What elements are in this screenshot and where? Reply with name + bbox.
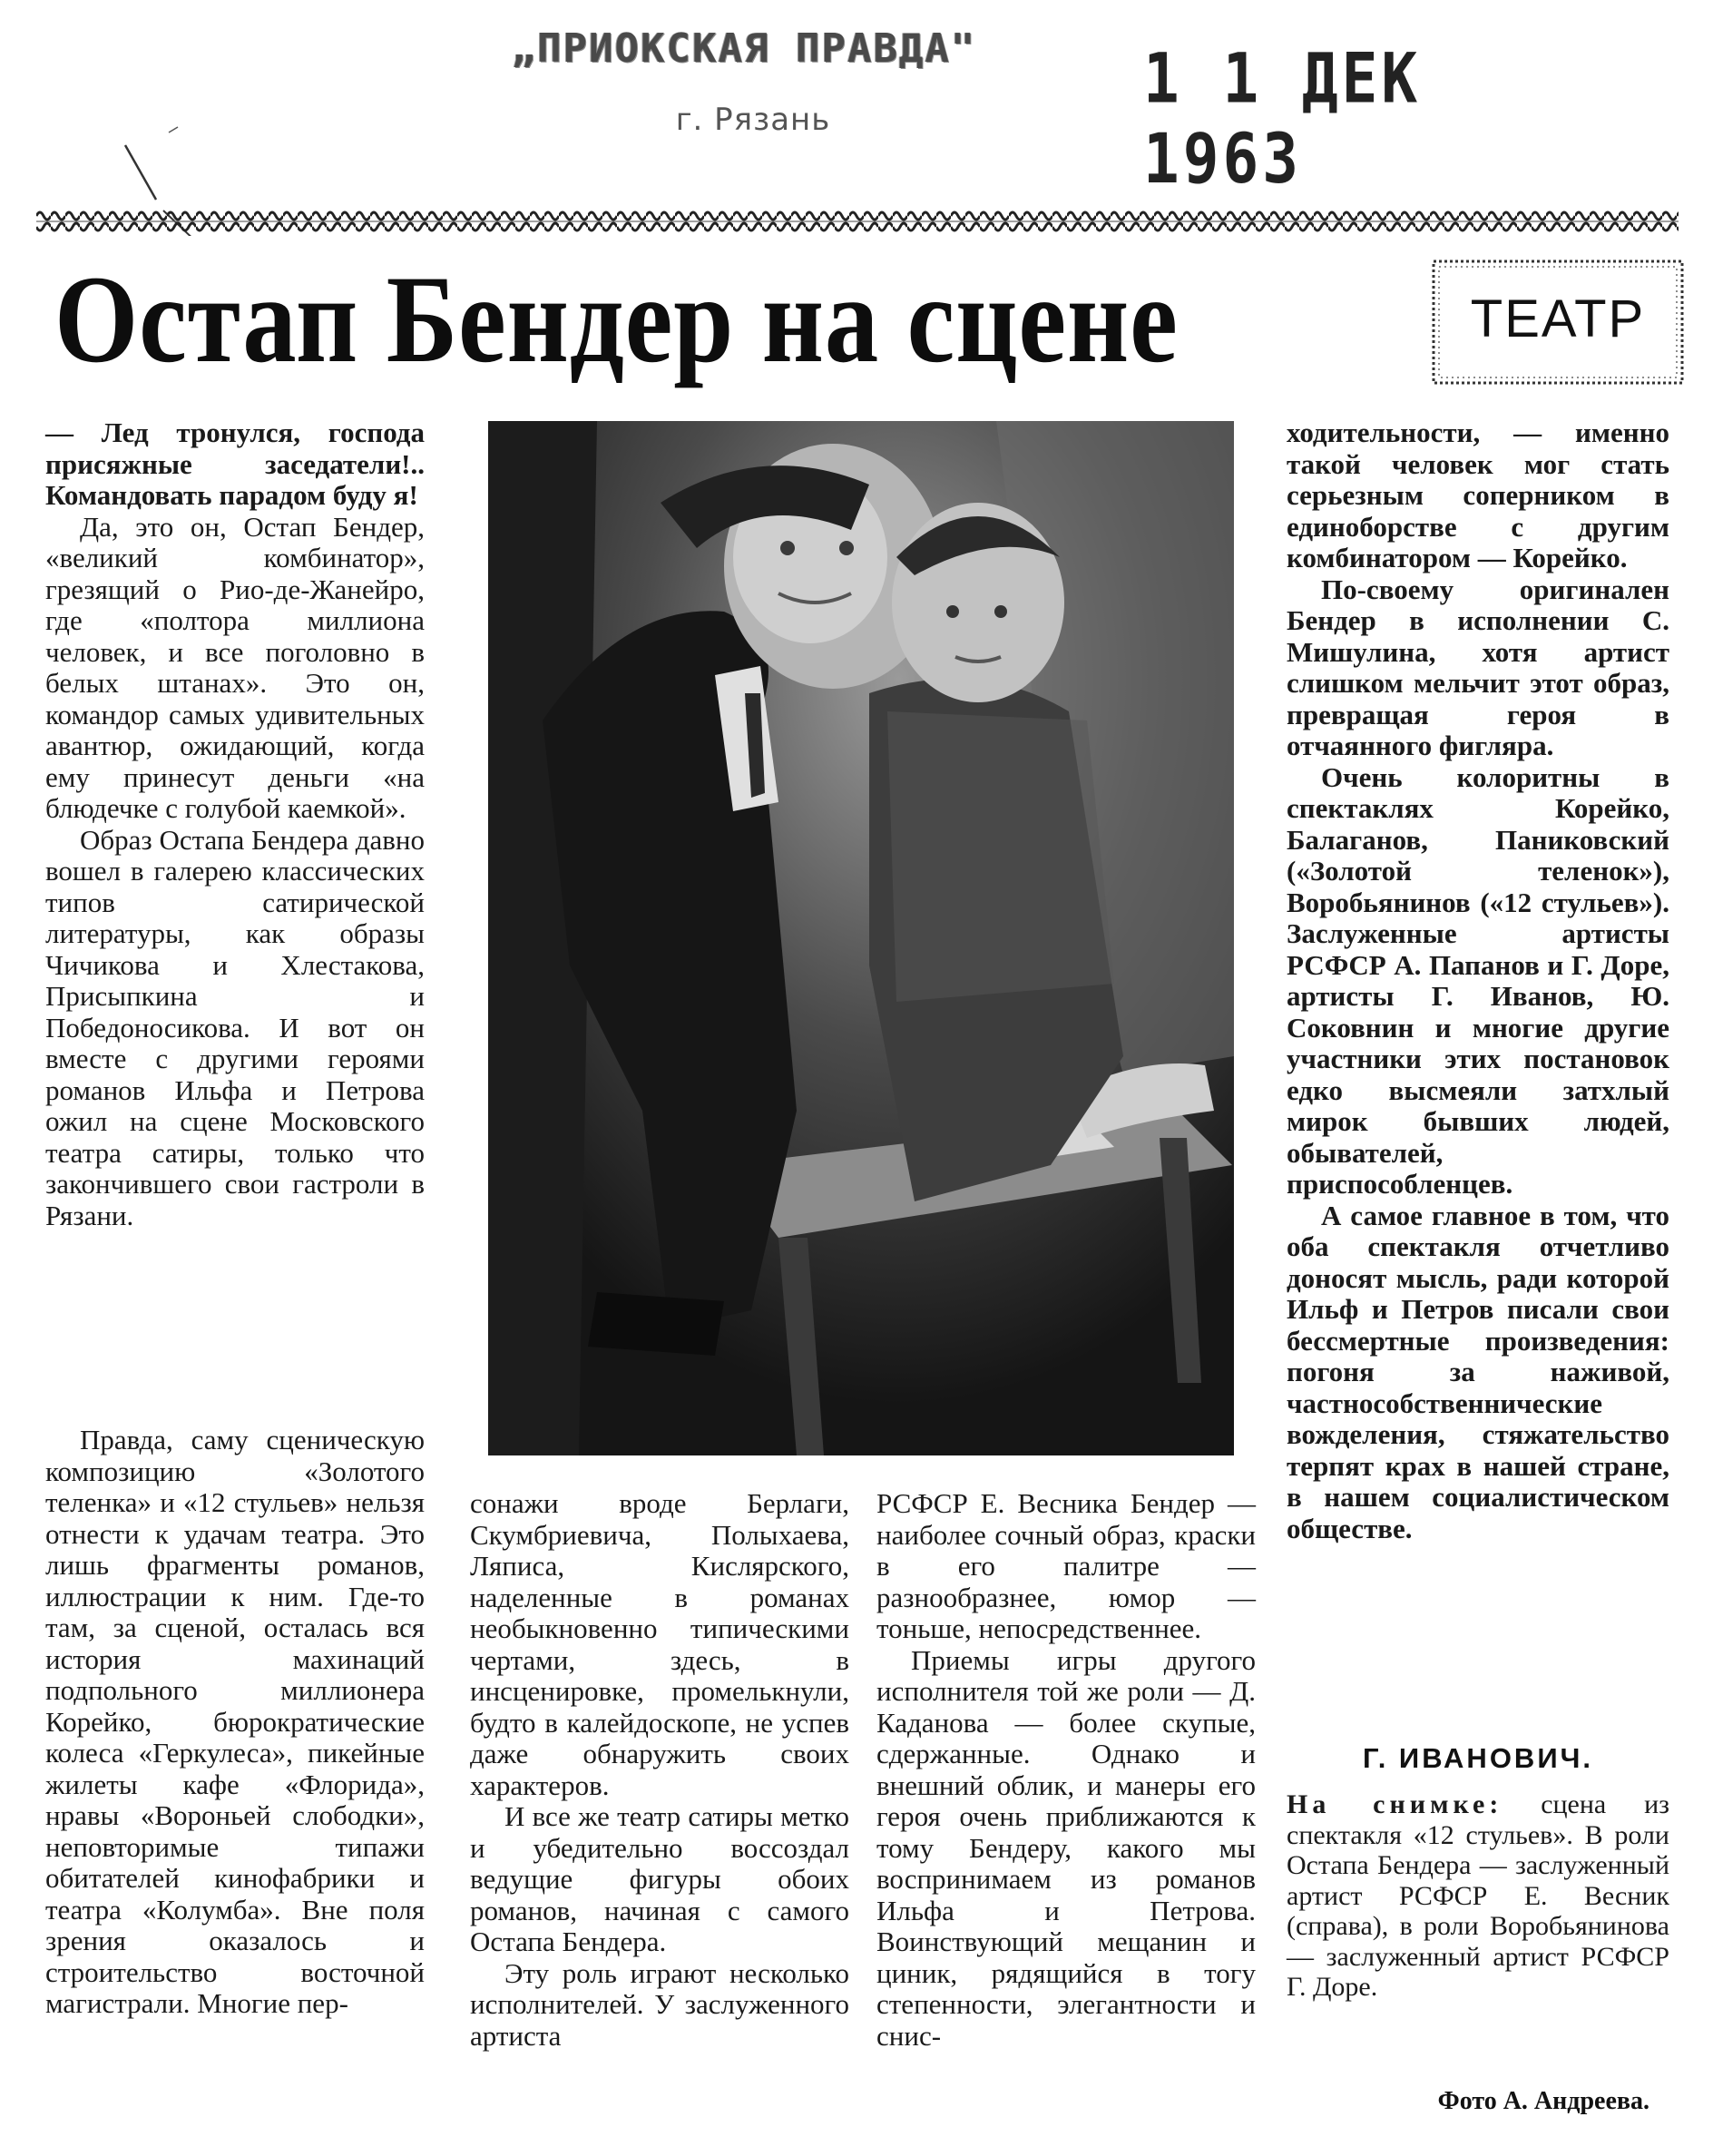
article-column-1	[45, 417, 425, 1231]
stage-photo-image	[488, 421, 1234, 1455]
caption-text: сцена из спектакля «12 стульев». В роли Остапа Бендера — заслуженный артист РСФСР Е. Весник (справа), в роли Воробьянинова — заслуженный артист РСФСР Г. Доре.	[1287, 1789, 1669, 2002]
author-signature: Г. ИВАНОВИЧ.	[1363, 1742, 1593, 1774]
article-paragraph: ходительности, — именно такой человек мог стать серьезным соперником в единоборстве с другим комбинатором — Корейко.	[1287, 416, 1669, 573]
article-paragraph: Да, это он, Остап Бендер, «великий комбинатор», грезящий о Рио-де-Жанейро, где «полтора миллиона человек, и все поголовно в белых штанах». Это он, командор самых удивительных авантюр, ожидающий, когда ему принесут деньги «на блюдечке с голубой каемкой».	[45, 510, 425, 824]
article-paragraph: — Лед тронулся, господа присяжные заседатели!.. Командовать парадом буду я!	[45, 416, 425, 511]
stage-photo	[488, 421, 1234, 1455]
article-paragraph: И все же театр сатиры метко и убедительно воссоздал ведущие фигуры обоих романов, начиная с самого Остапа Бендера.	[470, 1800, 849, 1957]
article-column-1-lower	[45, 1425, 425, 2020]
article-paragraph: Приемы игры другого исполнителя той же роли — Д. Каданова — более скупые, сдержанные. Однако и внешний облик, и манеры его героя очень приближаются к тому Бендеру, какого мы воспринимаем из романов Ильфа и Петрова. Воинствующий мещанин и циник, рядящийся в тогу степенности, элегантности и снис-	[876, 1643, 1256, 2052]
article-paragraph: РСФСР Е. Весника Бендер — наиболее сочный образ, краски в его палитре — разнообразнее, юмор — тоньше, непосредственнее.	[876, 1487, 1256, 1644]
date-stamp: 1 1 ДЕК 1963	[1143, 38, 1422, 200]
photo-credit: Фото А. Андреева.	[1437, 2087, 1649, 2115]
article-column-3	[876, 1488, 1256, 2052]
article-column-2	[470, 1488, 849, 2052]
photo-caption	[1287, 1789, 1669, 2003]
article-headline: Остап Бендер на сцене	[54, 250, 1179, 388]
rubric-label: ТЕАТР	[1470, 289, 1646, 348]
article-paragraph: Эту роль играют несколько исполнителей. У заслуженного артиста	[470, 1956, 849, 2052]
decorative-rule	[36, 207, 1679, 238]
article-column-4	[1287, 417, 1669, 1544]
article-paragraph: Правда, саму сценическую композицию «Золотого теленка» и «12 стульев» нельзя отнести к удачам театра. Это лишь фрагменты романов, иллюстрации к ним. Где-то там, за сценой, осталась вся история махинаций подпольного миллионера Корейко, бюрократические колеса «Геркулеса», пикейные жилеты кафе «Флорида», нравы «Вороньей слободки», неповторимые типажи обитателей кинофабрики и театра «Колумба». Вне поля зрения оказалось и строительство восточной магистрали. Многие пер-	[45, 1424, 425, 2019]
article-paragraph: Образ Остапа Бендера давно вошел в галерею классических типов сатирической литературы, как образы Чичикова и Хлестакова, Присыпкина и Победоносикова. И вот он вместе с другими героями романов Ильфа и Петрова ожил на сцене Московского театра сатиры, только что закончившего свои гастроли в Рязани.	[45, 823, 425, 1231]
caption-lead: На снимке:	[1287, 1789, 1503, 1819]
article-paragraph: Очень колоритны в спектаклях Корейко, Балаганов, Паниковский («Золотой теленок»), Воробьянинов («12 стульев»). Заслуженные артисты РСФСР А. Папанов и Г. Доре, артисты Г. Иванов, Ю. Соковнин и многие другие участники этих постановок едко высмеяли затхлый мирок бывших людей, обывателей, приспособленцев.	[1287, 760, 1669, 1200]
newspaper-city-stamp: г. Рязань	[675, 102, 831, 138]
article-paragraph: По-своему оригинален Бендер в исполнении С. Мишулина, хотя артист слишком мельчит этот образ, превращая героя в отчаянного фигляра.	[1287, 573, 1669, 761]
article-paragraph: сонажи вроде Берлаги, Скумбриевича, Полыхаева, Ляписа, Кислярского, наделенные в романах необыкновенно типическими чертами, здесь, в инсценировке, промелькнули, будто в калейдоскопе, не успев даже обнаружить своих характеров.	[470, 1487, 849, 1801]
article-paragraph: А самое главное в том, что оба спектакля отчетливо доносят мысль, ради которой Ильф и Петров писали свои бессмертные произведения: погоня за наживой, частнособственнические вожделения, стяжательство терпят крах в нашей стране, в нашем социалистическом обществе.	[1287, 1199, 1669, 1544]
newspaper-name-stamp: „ПРИОКСКАЯ ПРАВДА"	[511, 25, 977, 72]
